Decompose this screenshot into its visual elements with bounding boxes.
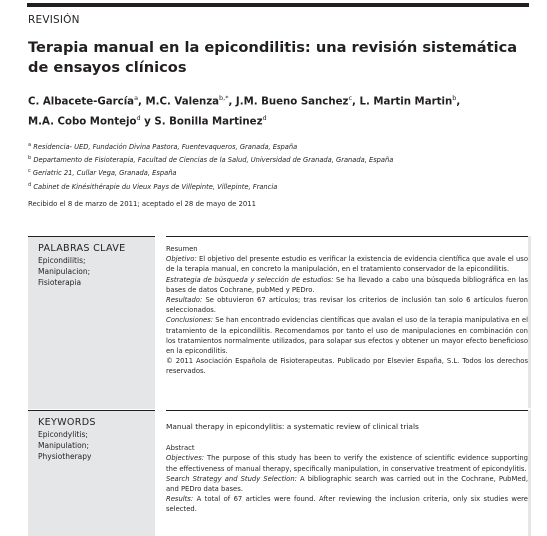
affiliation-list: [28, 140, 533, 193]
affiliation-text: Residencia- UED, Fundación Divina Pastora, Fuentevaqueros, Granada, España: [33, 143, 298, 152]
abstract-strategy-en: [166, 474, 528, 494]
keyword-item: Epicondylitis;: [38, 430, 88, 439]
abstract-copyright: © 2011 Asociación Española de Fisioterapeutas. Publicado por Elsevier España, S.L. Todos los derechos reservados.: [166, 357, 528, 376]
author-name: S. Bonilla Martinez: [154, 116, 263, 128]
header-rule: [27, 3, 529, 7]
abstract-heading-en: Abstract: [166, 444, 195, 453]
author-sup: d: [136, 114, 141, 123]
affiliation-sup: b: [28, 155, 32, 162]
abstract-objectives: [166, 453, 528, 473]
author-sup: d: [262, 114, 267, 123]
author-sup: b: [452, 94, 457, 102]
section-label: REVISIÓN: [28, 14, 80, 26]
affiliation-text: Departamento de Fisioterapia, Facultad de Ciencias de la Salud, Universidad de Granada, Granada, España: [33, 156, 394, 165]
author-sup: b,*: [219, 94, 229, 102]
abstract-text: Se ha llevado a cabo una búsqueda bibliográfica en las bases de datos Cochrane, pubMed y PEDro.: [166, 275, 528, 294]
affiliation-text: Cabinet de Kinésithérapie du Vieux Pays de Villepinte, Villepinte, Francia: [33, 182, 278, 191]
affiliation: [28, 153, 533, 166]
article-title: [28, 38, 528, 78]
keyword-item: Manipulacion;: [38, 267, 91, 276]
affiliation: [28, 180, 533, 193]
author-sup: a: [134, 94, 139, 102]
keyword-item: Manipulation;: [38, 441, 89, 450]
author-name: C. Albacete-García: [28, 96, 135, 108]
abstract-en: [166, 410, 528, 536]
author-name: M.A. Cobo Montejo: [28, 116, 137, 128]
affiliation-text: Geriatric 21, Cullar Vega, Granada, España: [32, 169, 177, 178]
keywords-title-es: PALABRAS CLAVE: [38, 243, 126, 254]
title-line-2: de ensayos clínicos: [28, 59, 187, 76]
abstract-label: Search Strategy and Study Selection:: [166, 474, 297, 483]
keyword-item: Fisioterapia: [38, 278, 82, 287]
abstract-text: Se han encontrado evidencias científicas que avalan el uso de la terapia manipulativa en el tratamiento de la epicondilitis. Recomendamos por tanto el uso de manipulaciones en combinación con los tratamientos normalmente utilizados, para solapar sus efectos y obtener un mayor efecto beneficioso en la epicondilitis.: [166, 316, 528, 356]
affiliation: [28, 166, 533, 179]
affiliation-sup: c: [28, 168, 31, 175]
abstract-label: Estrategia de búsqueda y selección de estudios:: [166, 275, 334, 284]
author-sup: c: [348, 94, 353, 102]
affiliation-sup: a: [28, 142, 32, 148]
keywords-title-en: KEYWORDS: [38, 417, 96, 428]
abstract-text: El objetivo del presente estudio es verificar la existencia de evidencia científica que avale el uso de la terapia manual, en concreto la manipulación, en el tratamiento conservador de la epicondilitis.: [166, 255, 528, 274]
abstract-label: Results:: [166, 495, 194, 504]
abstract-label: Conclusiones:: [166, 316, 214, 325]
abstract-results: [166, 295, 528, 315]
keywords-box-en: [28, 410, 155, 536]
keyword-item: Physiotherapy: [38, 452, 92, 461]
keyword-item: Epicondilitis;: [38, 256, 86, 265]
abstract-edge-en: [528, 410, 531, 536]
author-list: [28, 90, 538, 131]
abstract-text: A total of 67 articles were found. After reviewing the inclusion criteria, only six studies were selected.: [166, 495, 528, 514]
abstract-label: Objectives:: [166, 454, 205, 463]
affiliation-sup: d: [28, 181, 32, 188]
title-line-1: Terapia manual en la epicondilitis: una revisión sistemática: [28, 39, 518, 56]
abstract-conclusions: [166, 315, 528, 356]
author-line-1: C. Albacete-García$^a$, M.C. Valenza$^{b,*}$, J.M. Bueno Sanchez$^c$, L. Martin Martin$^b$,: [28, 94, 461, 108]
abstract-label: Objetivo:: [166, 255, 197, 264]
english-title: Manual therapy in epicondylitis: a systematic review of clinical trials: [166, 422, 419, 431]
author-name: J.M. Bueno Sanchez: [235, 96, 349, 108]
abstract-text: A bibliographic search was carried out in the Cochrane, PubMed, and PEDro data bases.: [166, 474, 528, 494]
abstract-edge-es: [528, 236, 531, 408]
abstract-heading-es: Resumen: [166, 245, 198, 253]
abstract-text: Se obtuvieron 67 artículos; tras revisar los criterios de inclusión tan solo 6 artículos fueron seleccionados.: [166, 296, 528, 315]
abstract-strategy: [166, 275, 528, 295]
affiliation: [28, 140, 533, 153]
abstract-results-en: [166, 494, 528, 514]
received-dates: Recibido el 8 de marzo de 2011; aceptado el 28 de mayo de 2011: [28, 200, 257, 208]
author-line-2: M.A. Cobo Montejo$^d$ y S. Bonilla Martinez$^d$: [28, 114, 267, 128]
author-name: M.C. Valenza: [145, 96, 220, 108]
author-name: L. Martin Martin: [359, 96, 453, 108]
abstract-text: The purpose of this study has been to verify the existence of scientific evidence supporting the effectiveness of manual therapy, specifically manipulation, in conservative treatment of epicondylitis.: [166, 454, 528, 473]
abstract-objective: [166, 254, 528, 274]
keywords-box-es: [28, 236, 155, 409]
abstract-es: [166, 236, 528, 409]
abstract-label: Resultado:: [166, 296, 203, 305]
